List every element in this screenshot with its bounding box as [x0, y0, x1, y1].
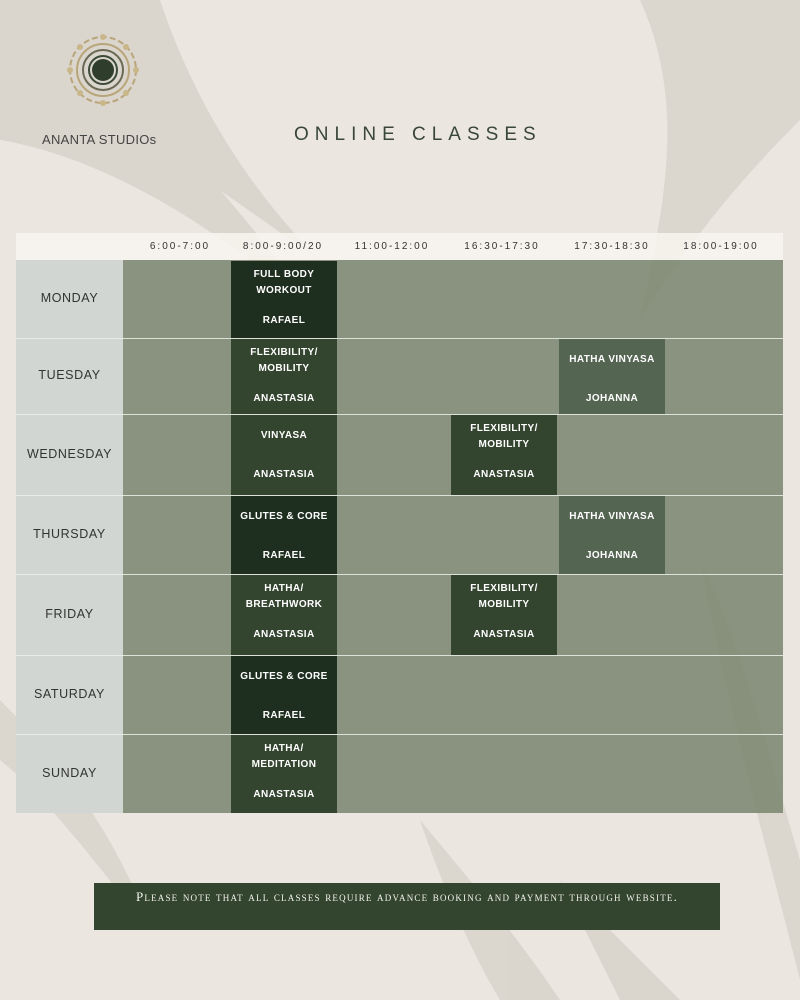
class-teacher: ANASTASIA — [253, 393, 315, 404]
class-teacher: JOHANNA — [585, 550, 639, 561]
class-teacher: ANASTASIA — [473, 629, 535, 640]
booking-note: Please note that all classes require advance booking and payment through website. — [94, 883, 720, 930]
class-teacher: ANASTASIA — [253, 629, 315, 640]
row-divider — [16, 414, 783, 415]
class-teacher: ANASTASIA — [253, 789, 315, 800]
class-block[interactable] — [559, 339, 665, 414]
day-label: SATURDAY — [33, 686, 105, 701]
class-teacher: ANASTASIA — [473, 469, 535, 480]
brand-name: ANANTA STUDIOs — [42, 132, 157, 147]
class-teacher: ANASTASIA — [253, 469, 315, 480]
class-block[interactable] — [231, 415, 337, 495]
class-teacher: JOHANNA — [585, 393, 639, 404]
class-block[interactable] — [231, 656, 337, 734]
row-divider — [16, 734, 783, 735]
class-block[interactable] — [231, 339, 337, 414]
class-block[interactable] — [231, 735, 337, 813]
time-header — [16, 233, 783, 260]
day-label: TUESDAY — [38, 368, 101, 382]
class-teacher: RAFAEL — [262, 710, 306, 721]
time-slot-header: 6:00-7:00 — [149, 241, 211, 252]
time-slot-header: 18:00-19:00 — [683, 241, 759, 252]
class-teacher: RAFAEL — [262, 550, 306, 561]
day-label: WEDNESDAY — [26, 446, 113, 461]
brand-logo — [42, 32, 172, 152]
row-divider — [16, 495, 783, 496]
class-name: HATHA/ BREATHWORK — [245, 583, 323, 610]
day-label: SUNDAY — [42, 765, 97, 780]
class-name: FULL BODY WORKOUT — [253, 269, 315, 296]
class-name: HATHA/ MEDITATION — [251, 743, 317, 770]
time-slot-header: 11:00-12:00 — [354, 241, 430, 252]
class-name: HATHA VINYASA — [569, 511, 655, 522]
row-divider — [16, 655, 783, 656]
class-block[interactable] — [559, 496, 665, 574]
class-block[interactable] — [231, 261, 337, 338]
class-name: GLUTES & CORE — [240, 671, 328, 682]
row-divider — [16, 338, 783, 339]
day-label: FRIDAY — [45, 606, 94, 621]
class-name: FLEXIBILITY/ MOBILITY — [470, 583, 538, 610]
time-slot-header: 8:00-9:00/20 — [242, 241, 324, 252]
time-slot-header: 16:30-17:30 — [464, 241, 540, 252]
class-block[interactable] — [231, 496, 337, 574]
class-name: GLUTES & CORE — [240, 511, 328, 522]
schedule-grid — [16, 260, 783, 813]
mandala-logo-icon — [65, 32, 141, 108]
page-title: ONLINE CLASSES — [294, 124, 542, 145]
class-name: VINYASA — [260, 430, 308, 441]
class-name: FLEXIBILITY/ MOBILITY — [250, 347, 318, 374]
class-teacher: RAFAEL — [262, 315, 306, 326]
class-name: HATHA VINYASA — [569, 354, 655, 365]
class-block[interactable] — [451, 415, 557, 495]
day-label: THURSDAY — [33, 526, 106, 541]
row-divider — [16, 574, 783, 575]
time-slot-header: 17:30-18:30 — [574, 241, 650, 252]
class-block[interactable] — [451, 575, 557, 655]
day-label: MONDAY — [40, 291, 99, 305]
class-name: FLEXIBILITY/ MOBILITY — [470, 423, 538, 450]
class-block[interactable] — [231, 575, 337, 655]
